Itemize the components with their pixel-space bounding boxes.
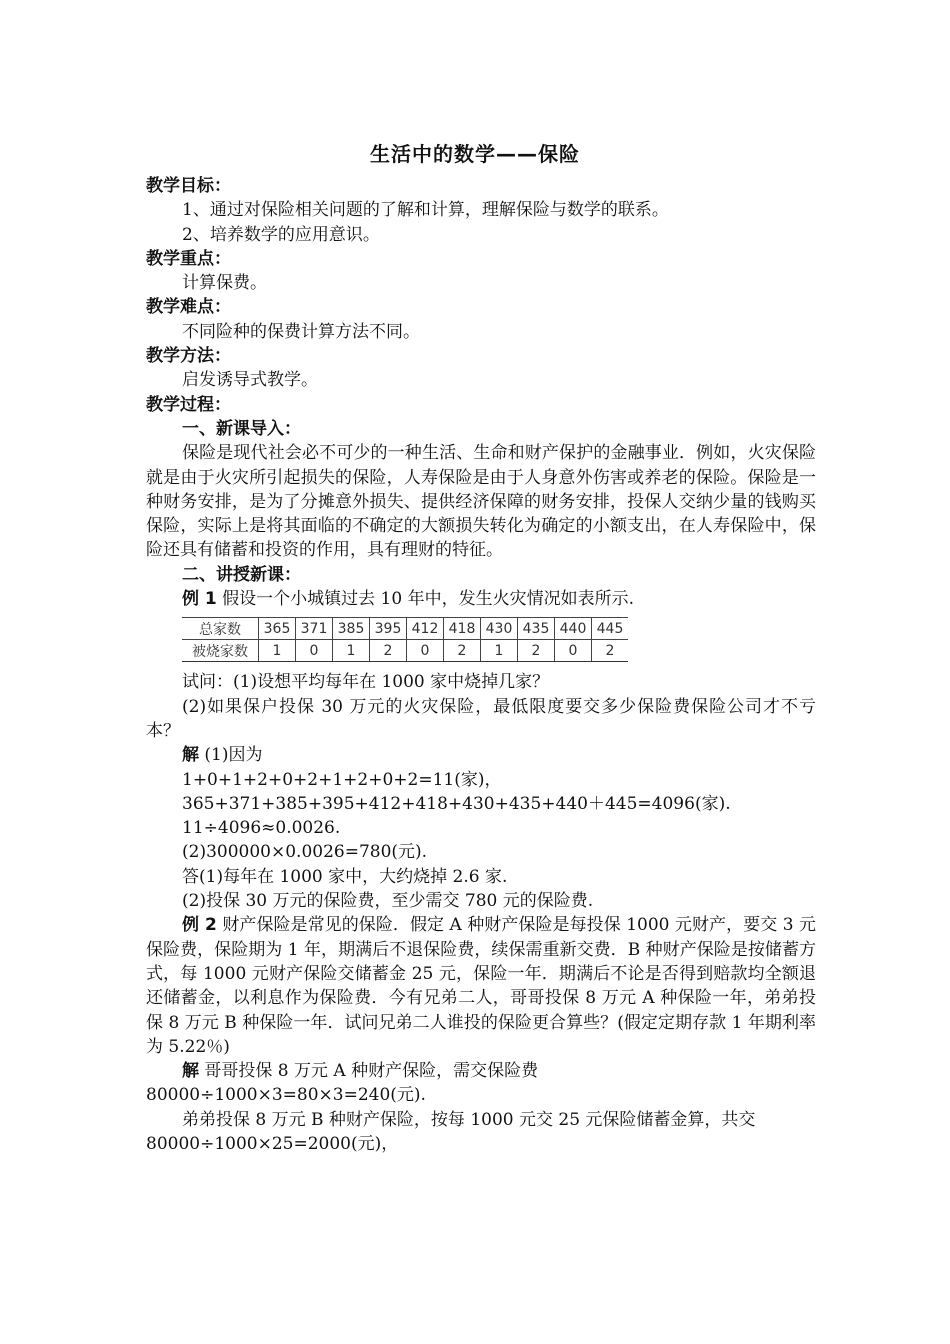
example1-label: 例 1 (182, 589, 217, 610)
intro-heading: 一、新课导入： (182, 418, 301, 439)
table-cell: 430 (481, 618, 518, 640)
solution-label: 解 (182, 1061, 199, 1082)
table-cell: 1 (259, 640, 296, 662)
table-row (182, 640, 628, 662)
table-cell: 412 (407, 618, 444, 640)
table-cell: 2 (444, 640, 481, 662)
process-heading: 教学过程： (146, 394, 231, 415)
example1-text: 假设一个小城镇过去 10 年中，发生火灾情况如表所示. (222, 589, 634, 610)
table-cell: 0 (407, 640, 444, 662)
table-cell: 395 (370, 618, 407, 640)
goal-item: 2、培养数学的应用意识。 (182, 224, 380, 245)
goals-heading: 教学目标： (146, 176, 231, 196)
intro-paragraph: 保险是现代社会必不可少的一种生活、生命和财产保护的金融事业．例如，火灾保险就是由于火灾所引起损失的保险，人寿保险是由于人身意外伤害或养老的保险。保险是一种财务安排，是为了分摊意外损失、提供经济保障的财务安排，投保人交纳少量的钱购买保险，实际上是将其面临的不确定的大额损失转化为确定的小额支出，在人寿保险中，保险还具有储蓄和投资的作用，具有理财的特征。 (146, 443, 816, 561)
solution-line: 哥哥投保 8 万元 A 种财产保险，需交保险费 (204, 1061, 539, 1082)
calc-line: 80000÷1000×25=2000(元)， (146, 1133, 399, 1154)
table-cell: 0 (296, 640, 333, 662)
table-cell: 1 (481, 640, 518, 662)
table-cell: 2 (370, 640, 407, 662)
solution-line: (2)300000×0.0026=780(元). (182, 842, 428, 863)
solution-line: 答(1)每年在 1000 家中，大约烧掉 2.6 家. (182, 866, 508, 887)
solution-line: 弟弟投保 8 万元 B 种财产保险，按每 1000 元交 25 元保险储蓄金算，共交 (182, 1109, 756, 1130)
example1-statement (146, 587, 816, 611)
table-cell: 2 (592, 640, 629, 662)
example2-label: 例 2 (182, 915, 217, 936)
lesson-heading: 二、讲授新课： (182, 564, 301, 585)
table-cell: 365 (259, 618, 296, 640)
solution-label: 解 (182, 745, 199, 766)
table-cell: 2 (518, 640, 555, 662)
example2-statement (146, 913, 816, 1059)
method-heading: 教学方法： (146, 346, 231, 367)
fire-table (182, 617, 628, 662)
goal-item: 1、通过对保险相关问题的了解和计算，理解保险与数学的联系。 (182, 200, 669, 221)
table-cell: 0 (555, 640, 592, 662)
table-cell: 445 (592, 618, 629, 640)
document-body (146, 174, 816, 1156)
difficulty-heading: 教学难点： (146, 297, 231, 318)
solution-line: (1)因为 (204, 745, 263, 766)
table-cell: 1 (333, 640, 370, 662)
table-cell: 385 (333, 618, 370, 640)
solution-line: 1+0+1+2+0+2+1+2+0+2=11(家)， (182, 769, 502, 790)
solution-line: (2)投保 30 万元的保险费，至少需交 780 元的保险费. (182, 891, 594, 912)
example1-solution-start (146, 743, 816, 767)
solution-line: 365+371+385+395+412+418+430+435+440＋445=4096(家). (182, 793, 731, 814)
difficulty-text: 不同险种的保费计算方法不同。 (182, 321, 420, 342)
row-label-total: 总家数 (182, 618, 259, 640)
table-cell: 440 (555, 618, 592, 640)
key-point-heading: 教学重点： (146, 248, 231, 269)
example2-text: 财产保险是常见的保险．假定 A 种财产保险是每投保 1000 元财产，要交 3 元保险费，保险期为 1 年，期满后不退保险费，续保需重新交费．B 种财产保险是按储蓄方式，每 1000 元财产保险交储蓄金 25 元，保险一年．期满后不论是否得到赔款均全额退还储蓄金，以利息作为保险费．今有兄弟二人，哥哥投保 8 万元 A 种保险一年，弟弟投保 8 万元 B 种保险一年．试问兄弟二人谁投的保险更合算些？(假定定期存款 1 年期利率为 5.22％) (146, 915, 817, 1057)
table-row (182, 618, 628, 640)
row-label-burned: 被烧家数 (182, 640, 259, 662)
solution-line: 11÷4096≈0.0026. (182, 818, 341, 839)
table-cell: 435 (518, 618, 555, 640)
table-cell: 418 (444, 618, 481, 640)
calc-line: 80000÷1000×3=80×3=240(元). (146, 1085, 426, 1106)
example1-question2: (2)如果保户投保 30 万元的火灾保险，最低限度要交多少保险费保险公司才不亏本？ (146, 696, 816, 741)
page-title: 生活中的数学——保险 (370, 142, 580, 166)
key-point-text: 计算保费。 (182, 273, 267, 294)
example1-question1: 试问：(1)设想平均每年在 1000 家中烧掉几家？ (182, 672, 550, 693)
table-cell: 371 (296, 618, 333, 640)
method-text: 启发诱导式教学。 (182, 370, 318, 391)
example2-solution-start (146, 1059, 816, 1083)
